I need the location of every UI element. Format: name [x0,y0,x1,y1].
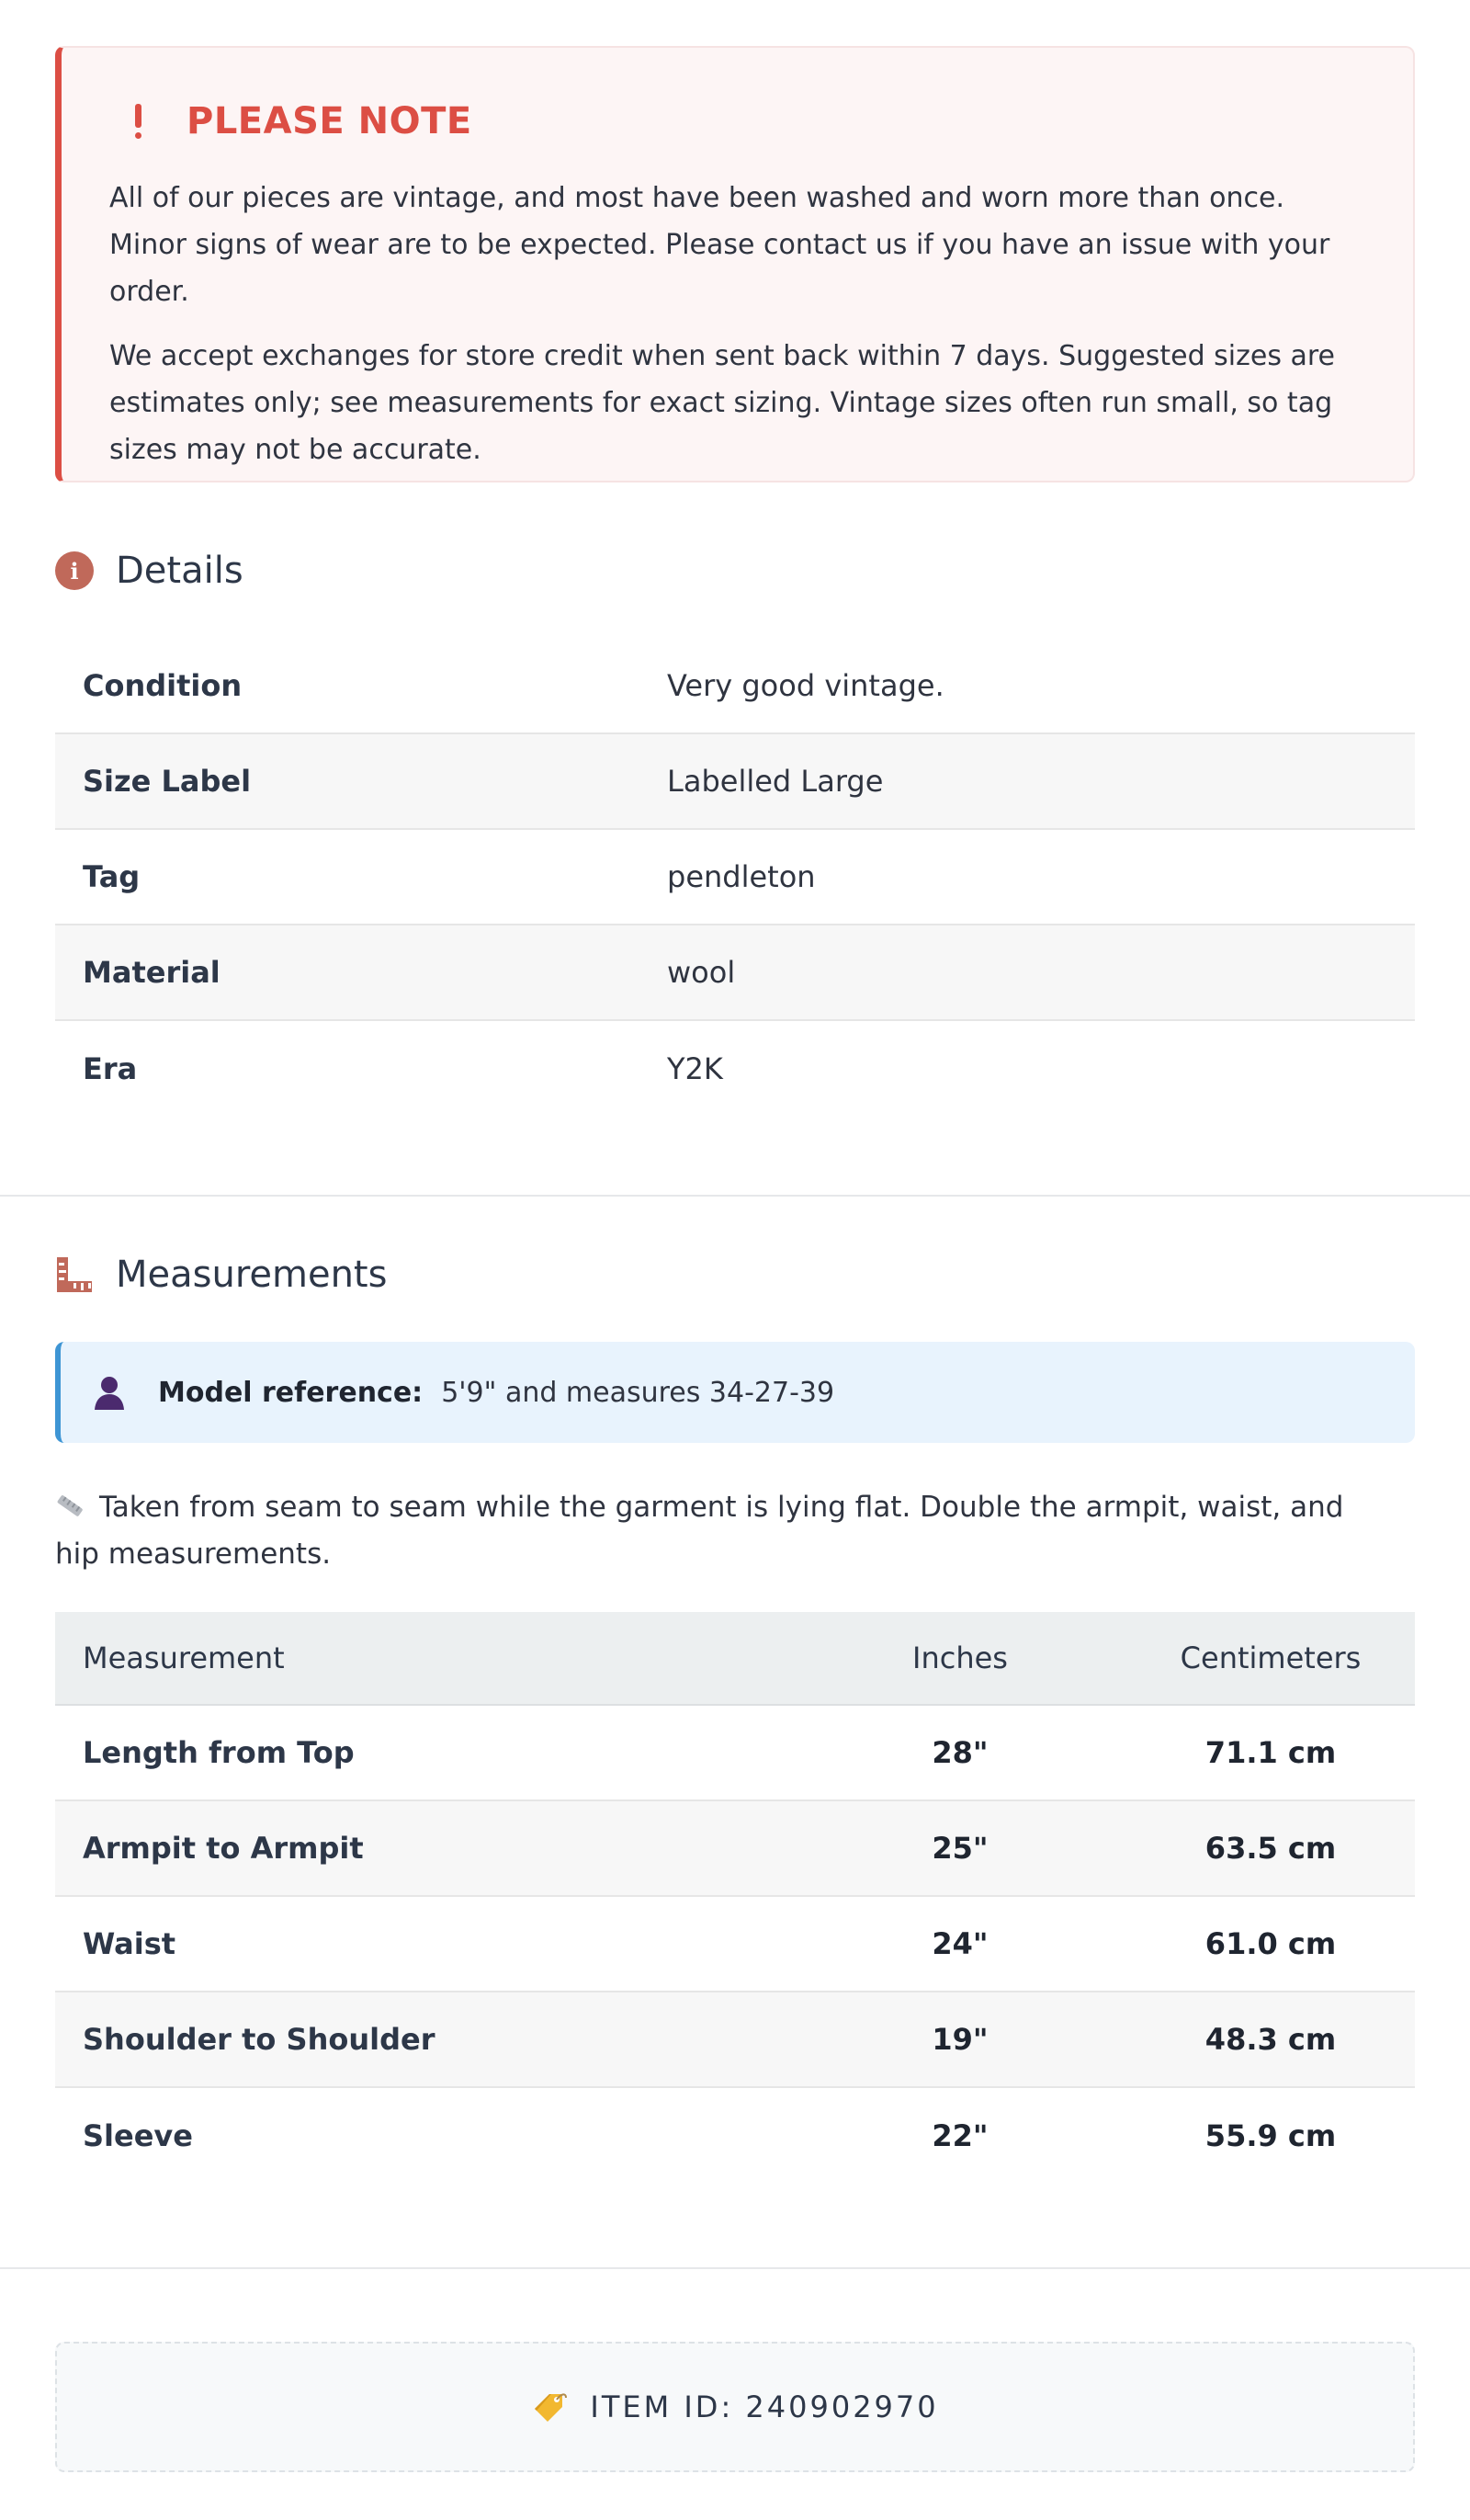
measurement-note-text: Taken from seam to seam while the garment is lying flat. Double the armpit, waist, and hip measurements. [55,1491,1344,1571]
tag-icon [531,2389,568,2425]
table-row [55,1897,1415,1992]
details-label: Material [83,955,220,990]
table-row [55,2088,1415,2184]
person-icon [94,1375,125,1410]
section-divider [0,2267,1470,2269]
measurements-heading [55,1252,387,1298]
item-id-box [55,2342,1415,2472]
table-row [55,1801,1415,1897]
measurement-cm: 63.5 cm [1204,1831,1337,1866]
header-inches: Inches [912,1640,1008,1675]
exclamation-icon [128,101,148,142]
model-reference-label: Model reference: [158,1376,424,1409]
ruler-icon [55,1255,94,1294]
details-label: Size Label [83,764,252,799]
measurements-table [55,1612,1415,2184]
item-id-text: ITEM ID: 240902970 [590,2389,939,2424]
notice-paragraph-1: All of our pieces are vintage, and most have been washed and worn more than once. Minor signs of wear are to be expected. Please contact us if you have an issue with your order. [109,182,1330,308]
header-centimeters: Centimeters [1180,1640,1362,1675]
measurement-cm: 61.0 cm [1204,1926,1337,1961]
details-row [55,1021,1415,1117]
measurement-cm: 55.9 cm [1204,2118,1337,2153]
model-reference-callout [55,1342,1415,1443]
table-header-row [55,1612,1415,1706]
details-label: Era [83,1051,138,1086]
notice-title: PLEASE NOTE [187,100,472,142]
details-table [55,639,1415,1117]
details-row [55,639,1415,734]
measurement-inches: 22" [932,2118,989,2153]
details-row [55,925,1415,1021]
header-measurement: Measurement [83,1640,285,1675]
measurement-name: Waist [83,1926,176,1961]
measurement-name: Sleeve [83,2118,193,2153]
notice-header [109,101,1365,142]
info-icon: i [55,551,94,590]
details-value: Labelled Large [667,764,884,799]
section-divider [0,1195,1470,1197]
measurement-name: Length from Top [83,1735,355,1770]
pencil-icon [55,1493,86,1520]
details-value: wool [667,955,736,990]
please-note-box [55,46,1415,482]
model-reference-value: 5'9" and measures 34-27-39 [441,1376,835,1409]
measurement-cm: 48.3 cm [1204,2022,1337,2057]
measurement-cm: 71.1 cm [1204,1735,1337,1770]
details-row [55,734,1415,830]
measurement-inches: 19" [932,2022,989,2057]
details-label: Tag [83,859,141,894]
details-value: pendleton [667,859,816,894]
measurement-note [55,1484,1378,1578]
details-value: Y2K [667,1051,723,1086]
measurement-inches: 28" [932,1735,989,1770]
measurement-inches: 25" [932,1831,989,1866]
measurements-title: Measurements [116,1254,388,1296]
measurement-inches: 24" [932,1926,989,1961]
notice-paragraph-2: We accept exchanges for store credit when sent back within 7 days. Suggested sizes are estimates only; see measurements for exact sizing. Vintage sizes often run small, so tag sizes may not be accurate. [109,340,1336,466]
table-row [55,1706,1415,1801]
table-row [55,1992,1415,2088]
details-title: Details [116,550,243,592]
measurement-name: Armpit to Armpit [83,1831,364,1866]
details-value: Very good vintage. [667,668,944,703]
details-label: Condition [83,668,243,703]
details-row [55,830,1415,925]
details-heading [55,548,243,594]
measurement-name: Shoulder to Shoulder [83,2022,435,2057]
